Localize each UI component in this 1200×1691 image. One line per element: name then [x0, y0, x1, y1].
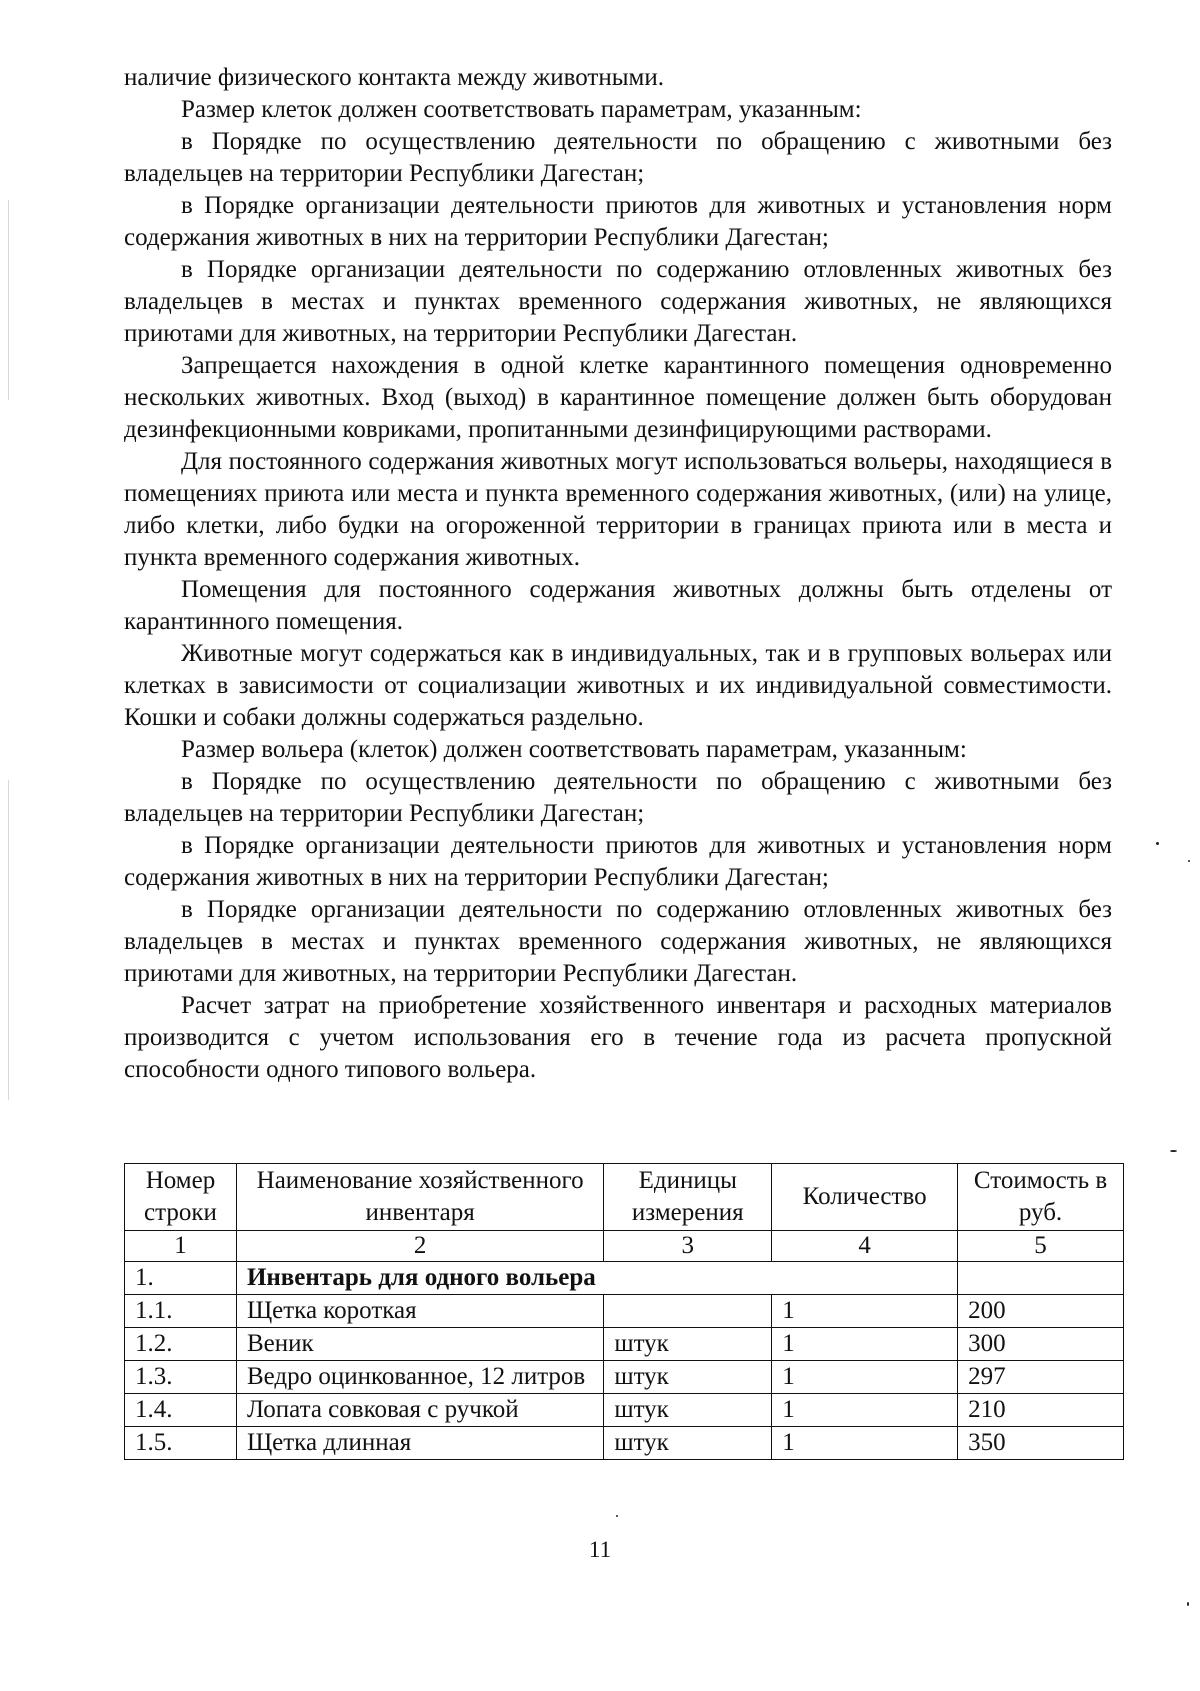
column-number: 2	[236, 1231, 603, 1262]
inventory-table	[124, 1163, 1124, 1460]
item-quantity: 1	[772, 1361, 958, 1394]
row-number: 1.2.	[125, 1328, 237, 1361]
row-number: 1.4.	[125, 1394, 237, 1427]
scan-edge-line	[8, 780, 9, 1100]
scan-speck	[1187, 1602, 1189, 1606]
column-number: 5	[958, 1231, 1124, 1262]
paragraph: в Порядке по осуществлению деятельности по обращению с животными без владельцев на территории Республики Дагестан;	[124, 768, 1112, 827]
section-title: Инвентарь для одного вольера	[236, 1262, 957, 1295]
table-row	[125, 1427, 1124, 1460]
item-name: Лопата совковая с ручкой	[236, 1394, 603, 1427]
item-name: Щетка короткая	[236, 1295, 603, 1328]
header-quantity: Количество	[772, 1164, 958, 1231]
paragraph: в Порядке по осуществлению деятельности по обращению с животными без владельцев на территории Республики Дагестан;	[124, 128, 1112, 187]
column-number-row	[125, 1231, 1124, 1262]
column-number: 4	[772, 1231, 958, 1262]
paragraph: Животные могут содержаться как в индивидуальных, так и в групповых вольерах или клетках в зависимости от социализации животных и их индивидуальной совместимости. Кошки и собаки должны содержаться раздельно.	[124, 640, 1112, 731]
item-name: Ведро оцинкованное, 12 литров	[236, 1361, 603, 1394]
item-quantity: 1	[772, 1394, 958, 1427]
paragraph: Помещения для постоянного содержания животных должны быть отделены от карантинного помещения.	[124, 576, 1112, 635]
item-unit: штук	[604, 1427, 772, 1460]
header-item-name: Наименование хозяйственного инвентаря	[236, 1164, 603, 1231]
table-row	[125, 1295, 1124, 1328]
item-quantity: 1	[772, 1295, 958, 1328]
table-row	[125, 1328, 1124, 1361]
item-cost: 200	[958, 1295, 1124, 1328]
section-cost	[958, 1262, 1124, 1295]
scan-speck	[1188, 860, 1190, 862]
table-row	[125, 1394, 1124, 1427]
column-number: 1	[125, 1231, 237, 1262]
paragraph: в Порядке организации деятельности по содержанию отловленных животных без владельцев в местах и пунктах временного содержания животных, не являющихся приютами для животных, на территории Республики Дагестан.	[124, 256, 1112, 347]
paragraph: в Порядке организации деятельности приютов для животных и установления норм содержания животных в них на территории Республики Дагестан;	[124, 192, 1112, 251]
page-number: 11	[588, 1537, 612, 1562]
scan-speck	[1156, 842, 1159, 845]
section-row	[125, 1262, 1124, 1295]
header-unit: Единицы измерения	[604, 1164, 772, 1231]
paragraph: Размер клеток должен соответствовать параметрам, указанным:	[181, 96, 862, 123]
item-unit: штук	[604, 1328, 772, 1361]
item-unit: штук	[604, 1361, 772, 1394]
item-cost: 350	[958, 1427, 1124, 1460]
table-row	[125, 1361, 1124, 1394]
item-unit: штук	[604, 1394, 772, 1427]
row-number: 1.3.	[125, 1361, 237, 1394]
paragraph: Расчет затрат на приобретение хозяйственного инвентаря и расходных материалов производится с учетом использования его в течение года из расчета пропускной способности одного типового вольера.	[124, 992, 1112, 1083]
item-name: Веник	[236, 1328, 603, 1361]
section-number: 1.	[125, 1262, 237, 1295]
row-number: 1.1.	[125, 1295, 237, 1328]
paragraph: Для постоянного содержания животных могут использоваться вольеры, находящиеся в помещениях приюта или места и пункта временного содержания животных, (или) на улице, либо клетки, либо будки на огороженной территории в границах приюта или в места и пункта временного содержания животных.	[124, 448, 1112, 571]
paragraph: в Порядке организации деятельности по содержанию отловленных животных без владельцев в местах и пунктах временного содержания животных, не являющихся приютами для животных, на территории Республики Дагестан.	[124, 896, 1112, 987]
scan-speck	[1170, 1150, 1177, 1152]
row-number: 1.5.	[125, 1427, 237, 1460]
header-row-number: Номер строки	[125, 1164, 237, 1231]
paragraph: в Порядке организации деятельности приютов для животных и установления норм содержания животных в них на территории Республики Дагестан;	[124, 832, 1112, 891]
body-text	[124, 62, 1112, 1086]
scan-edge-line	[8, 200, 9, 400]
paragraph: Запрещается нахождения в одной клетке карантинного помещения одновременно нескольких животных. Вход (выход) в карантинное помещение должен быть оборудован дезинфекционными ковриками, пропитанными дезинфицирующими растворами.	[124, 352, 1112, 443]
item-cost: 210	[958, 1394, 1124, 1427]
paragraph: Размер вольера (клеток) должен соответствовать параметрам, указанным:	[181, 736, 967, 763]
scan-speck	[616, 1515, 618, 1517]
paragraph: наличие физического контакта между животными.	[124, 64, 664, 91]
item-unit	[604, 1295, 772, 1328]
column-number: 3	[604, 1231, 772, 1262]
item-cost: 297	[958, 1361, 1124, 1394]
header-cost: Стоимость в руб.	[958, 1164, 1124, 1231]
item-quantity: 1	[772, 1427, 958, 1460]
table-header-row	[125, 1164, 1124, 1231]
item-name: Щетка длинная	[236, 1427, 603, 1460]
item-quantity: 1	[772, 1328, 958, 1361]
item-cost: 300	[958, 1328, 1124, 1361]
